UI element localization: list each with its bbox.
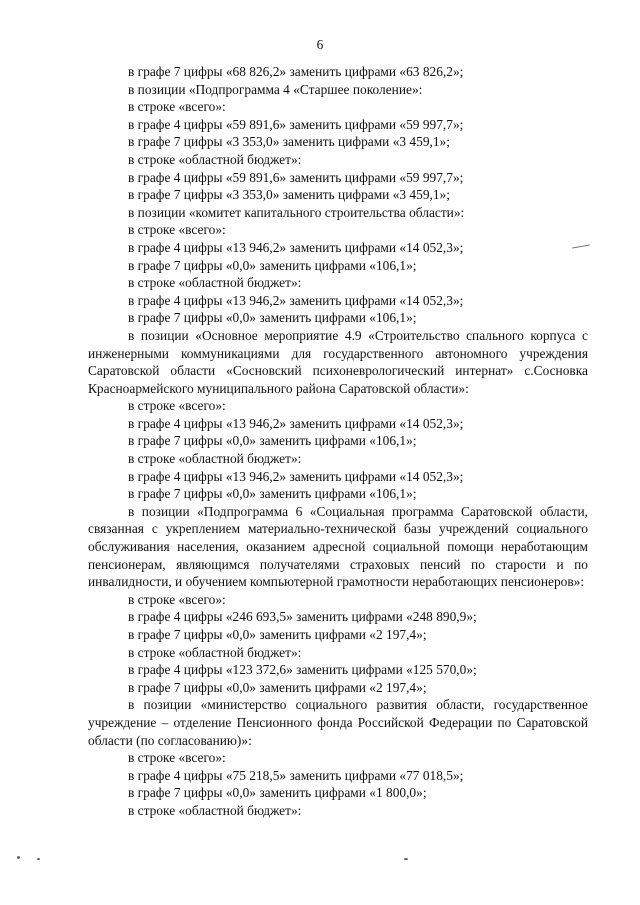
text-line: в графе 7 цифры «0,0» заменить цифрами «1 800,0»;	[128, 785, 427, 801]
text-line: в графе 7 цифры «0,0» заменить цифрами «106,1»;	[128, 486, 417, 502]
text-line: в графе 7 цифры «0,0» заменить цифрами «2 197,4»;	[128, 627, 427, 642]
text-line: в графе 7 цифры «68 826,2» заменить цифрами «63 826,2»;	[128, 64, 464, 79]
text-line: в графе 7 цифры «0,0» заменить цифрами «106,1»;	[128, 257, 417, 273]
text-line: в графе 4 цифры «13 946,2» заменить цифрами «14 052,3»;	[128, 415, 464, 431]
text-line: в графе 4 цифры «75 218,5» заменить цифрами «77 018,5»;	[128, 767, 464, 783]
scan-artifact	[37, 858, 40, 860]
text-line: в графе 4 цифры «59 891,6» заменить цифрами «59 997,7»;	[128, 116, 464, 132]
paragraph: в позиции «министерство социального развития области, государственное учреждение – отделение Пенсионного фонда Российской Федерации по Саратовской области (по согласованию)»:	[88, 697, 588, 748]
text-line: в графе 4 цифры «123 372,6» заменить цифрами «125 570,0»;	[128, 662, 477, 678]
text-line: в строке «областной бюджет»:	[128, 802, 302, 818]
scan-artifact	[17, 856, 20, 859]
text-line: в строке «всего»:	[128, 222, 226, 238]
text-line: в строке «всего»:	[128, 591, 226, 607]
text-line: в графе 4 цифры «13 946,2» заменить цифрами «14 052,3»;	[128, 292, 464, 308]
text-line: в графе 4 цифры «13 946,2» заменить цифрами «14 052,3»;	[128, 239, 464, 255]
page-number: 6	[316, 37, 324, 52]
text-line: в позиции «комитет капитального строительства области»:	[128, 204, 465, 220]
text-line: в строке «областной бюджет»:	[128, 151, 302, 167]
text-line: в строке «всего»:	[128, 398, 226, 414]
text-line: в графе 4 цифры «246 693,5» заменить цифрами «248 890,9»;	[128, 609, 477, 625]
scan-artifact	[404, 858, 408, 860]
text-line: в строке «всего»:	[128, 750, 226, 766]
text-line: в строке «областной бюджет»:	[128, 451, 302, 467]
paragraph: в позиции «Основное мероприятие 4.9 «Строительство спального корпуса с инженерными коммуникациями для государственного автономного учреждения Саратовской области «Сосновский психоневрологический интернат» с.Сосновка Красноармейского муниципального района Саратовской области»:	[88, 327, 588, 396]
paragraph: в позиции «Подпрограмма 6 «Социальная программа Саратовской области, связанная с укреплением материально-технической базы учреждений социального обслуживания населения, оказанием адресной социальной помощи неработающим пенсионерам, являющимся получателями страховых пенсий по старости и по инвалидности, и обучением компьютерной грамотности неработающих пенсионеров»:	[88, 503, 588, 590]
text-line: в позиции «Подпрограмма 4 «Старшее поколение»:	[128, 81, 423, 97]
text-line: в графе 7 цифры «0,0» заменить цифрами «106,1»;	[128, 433, 417, 449]
text-line: в графе 7 цифры «3 353,0» заменить цифрами «3 459,1»;	[128, 187, 450, 203]
document-body	[88, 63, 588, 820]
text-line: в графе 7 цифры «3 353,0» заменить цифрами «3 459,1»;	[128, 134, 450, 150]
text-line: в графе 4 цифры «13 946,2» заменить цифрами «14 052,3»;	[128, 468, 464, 484]
text-line: в строке «всего»:	[128, 99, 226, 115]
text-line: в графе 4 цифры «59 891,6» заменить цифрами «59 997,7»;	[128, 169, 464, 185]
text-line: в графе 7 цифры «0,0» заменить цифрами «106,1»;	[128, 310, 417, 326]
text-line: в строке «областной бюджет»:	[128, 275, 302, 291]
text-line: в графе 7 цифры «0,0» заменить цифрами «2 197,4»;	[128, 679, 427, 695]
text-line: в строке «областной бюджет»:	[128, 644, 302, 660]
